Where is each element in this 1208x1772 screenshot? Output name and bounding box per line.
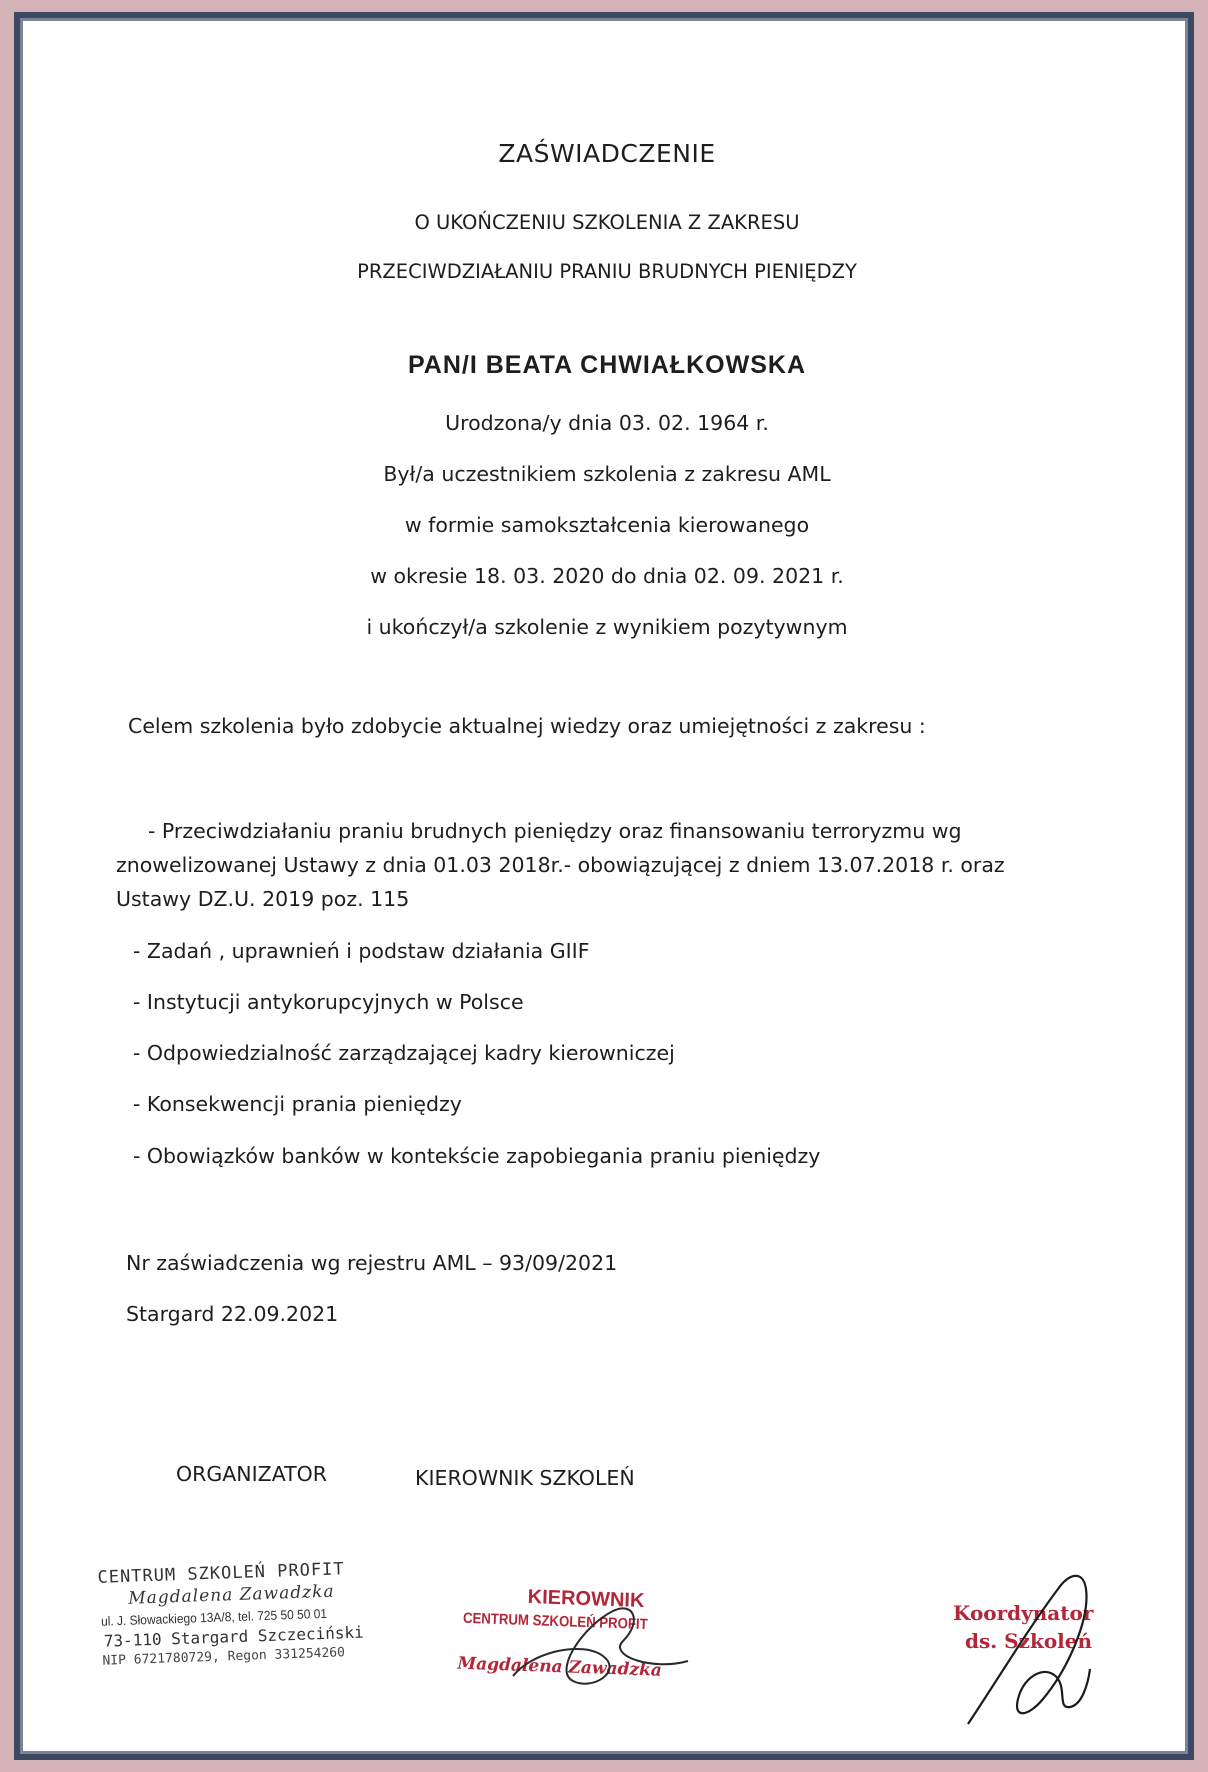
goal-item: - Zadań , uprawnień i podstaw działania GIIF [133,939,590,963]
period-line: w okresie 18. 03. 2020 do dnia 02. 09. 2021 r. [370,564,844,588]
goal-item: - Obowiązków banków w kontekście zapobiegania praniu pieniędzy [133,1144,821,1168]
form-line: w formie samokształcenia kierowanego [404,513,810,537]
goal-item: - Instytucji antykorupcyjnych w Polsce [133,990,524,1014]
goal-intro: Celem szkolenia było zdobycie aktualnej wiedzy oraz umiejętności z zakresu : [128,714,926,738]
goal-item-1-line-2: znowelizowanej Ustawy z dnia 01.03 2018r.- obowiązującej z dniem 13.07.2018 r. oraz [116,853,1005,877]
subtitle-line-2: PRZECIWDZIAŁANIU PRANIU BRUDNYCH PIENIĘDZY [357,260,857,283]
stamp-line: CENTRUM SZKOLEŃ PROFIT [97,1559,345,1588]
certificate-inner-border [20,18,1188,1754]
stamp-line: 73-110 Stargard Szczeciński [103,1622,365,1651]
stamp-line: ul. J. Słowackiego 13A/8, tel. 725 50 50 01 [100,1605,328,1629]
participation-line: Był/a uczestnikiem szkolenia z zakresu AML [383,462,831,486]
stamp-line: Magdalena Zawadzka [127,1581,335,1609]
goal-item-1-line-1: - Przeciwdziałaniu praniu brudnych pieniędzy oraz finansowaniu terroryzmu wg [148,819,962,843]
organizer-label: ORGANIZATOR [176,1462,328,1486]
certificate-frame [14,12,1194,1760]
subtitle-line-1: O UKOŃCZENIU SZKOLENIA Z ZAKRESU [414,211,800,234]
stamp-line: CENTRUM SZKOLEŃ PROFIT [462,1609,648,1634]
stamp-line: ds. Szkoleń [965,1629,1093,1653]
recipient-name: PAN/I BEATA CHWIAŁKOWSKA [407,351,807,379]
stamp-line: Magdalena Zawadzka [457,1653,663,1681]
register-number: Nr zaświadczenia wg rejestru AML – 93/09/2021 [126,1251,618,1275]
stamp-line: Koordynator [953,1601,1094,1625]
organizer-stamp [85,1554,389,1679]
goal-item: - Odpowiedzialność zarządzającej kadry kierowniczej [133,1041,675,1065]
goal-item-1-line-3: Ustawy DZ.U. 2019 poz. 115 [116,887,410,911]
goal-item: - Konsekwencji prania pieniędzy [133,1092,462,1116]
recipient-birth: Urodzona/y dnia 03. 02. 1964 r. [445,411,769,435]
certificate-title: ZAŚWIADCZENIE [498,139,716,168]
manager-label: KIEROWNIK SZKOLEŃ [415,1466,635,1490]
stamp-line: KIEROWNIK [527,1586,645,1613]
result-line: i ukończył/a szkolenie z wynikiem pozytywnym [366,615,848,639]
stamp-line: NIP 6721780729, Regon 331254260 [102,1645,346,1669]
place-date: Stargard 22.09.2021 [126,1302,339,1326]
coordinator-signature [958,1559,1128,1734]
manager-signature [493,1581,703,1701]
